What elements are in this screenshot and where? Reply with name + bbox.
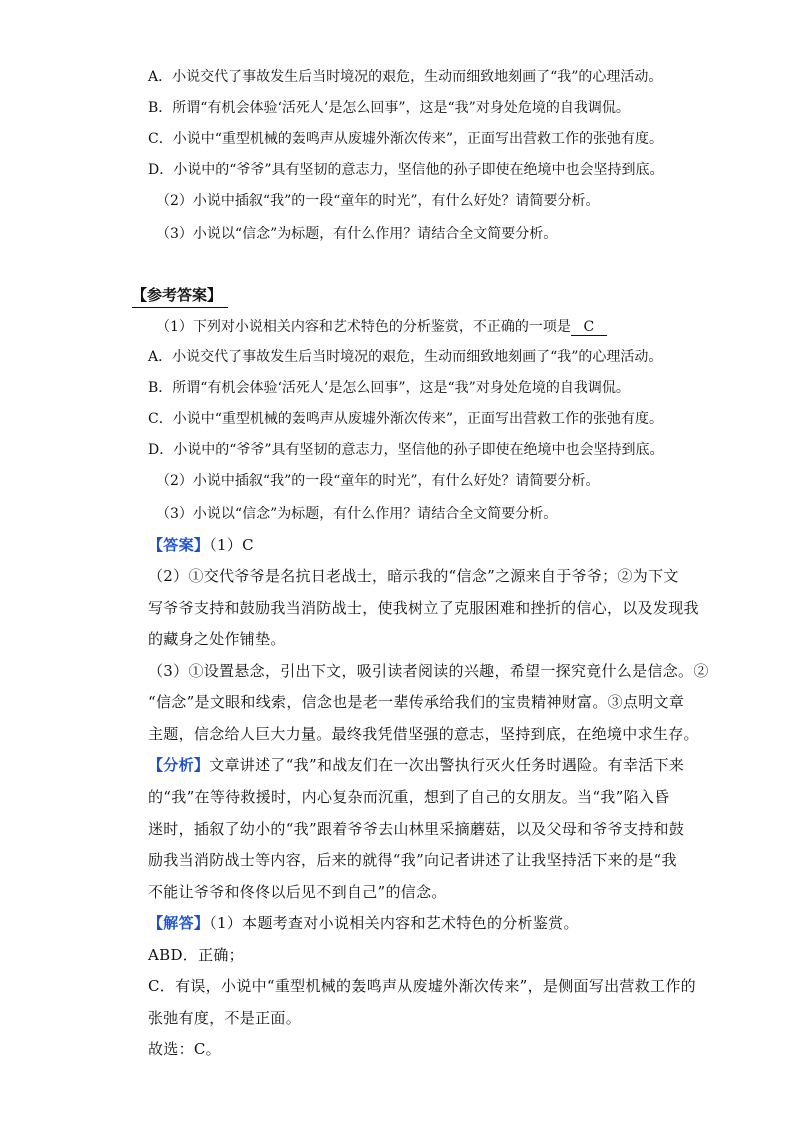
analysis-line-1	[148, 756, 684, 774]
analysis-line-5: 不能让爷爷和佟佟以后见不到自己”的信念。	[148, 883, 447, 901]
reference-heading: 【参考答案】	[132, 284, 228, 308]
question-2: （2）小说中插叙“我”的一段“童年的时光”，有什么好处？请简要分析。	[156, 193, 600, 209]
solution-first-line: （1）本题考查对小说相关内容和艺术特色的分析鉴赏。	[209, 914, 579, 932]
question-option-b: B．所谓“有机会体验‘活死人’是怎么回事”，这是“我”对身处危境的自我调侃。	[148, 100, 630, 116]
solution-abd: ABD．正确；	[148, 946, 244, 964]
reference-q1-text: （1）下列对小说相关内容和艺术特色的分析鉴赏，不正确的一项是	[156, 319, 571, 335]
analysis-line-2: 的“我”在等待救援时，内心复杂而沉重，想到了自己的女朋友。当“我”陷入昏	[148, 788, 670, 806]
solution-c-line-2: 张弛有度，不是正面。	[148, 1009, 302, 1027]
analysis-line-4: 励我当消防战士等内容，后来的就得“我”向记者讲述了让我坚持活下来的是“我	[148, 851, 677, 869]
solution-line-1	[148, 914, 579, 932]
analysis-label: 【分析】	[148, 756, 210, 774]
answer-3-line-3: 主题，信念给人巨大力量。最终我凭借坚强的意志，坚持到底，在绝境中求生存。	[148, 725, 699, 743]
reference-q1	[156, 318, 607, 336]
answer-3-line-2: “信念”是文眼和线索，信念也是老一辈传承给我们的宝贵精神财富。③点明文章	[148, 693, 685, 711]
solution-c-line-1: C．有误，小说中“重型机械的轰鸣声从废墟外渐次传来”，是侧面写出营救工作的	[148, 977, 696, 995]
answer-2-line-1: （2）①交代爷爷是名抗日老战士，暗示我的“信念”之源来自于爷爷；②为下文	[148, 567, 679, 585]
answer-1-text: （1）C	[209, 536, 254, 554]
solution-conclusion: 故选：C。	[148, 1040, 221, 1058]
answer-1	[148, 536, 254, 554]
reference-option-a: A．小说交代了事故发生后当时境况的艰危，生动而细致地刻画了“我”的心理活动。	[148, 349, 663, 365]
solution-label: 【解答】	[148, 914, 210, 932]
reference-option-c: C．小说中“重型机械的轰鸣声从废墟外渐次传来”，正面写出营救工作的张弛有度。	[148, 411, 664, 427]
question-3: （3）小说以“信念”为标题，有什么作用？请结合全文简要分析。	[156, 226, 558, 242]
analysis-line-3: 迷时，插叙了幼小的“我”跟着爷爷去山林里采摘蘑菇，以及父母和爷爷支持和鼓	[148, 820, 685, 838]
question-option-c: C．小说中“重型机械的轰鸣声从废墟外渐次传来”，正面写出营救工作的张弛有度。	[148, 131, 664, 147]
reference-q2: （2）小说中插叙“我”的一段“童年的时光”，有什么好处？请简要分析。	[156, 473, 600, 489]
analysis-first-line: 文章讲述了“我”和战友们在一次出警执行灭火任务时遇险。有幸活下来	[209, 756, 685, 774]
reference-option-b: B．所谓“有机会体验‘活死人’是怎么回事”，这是“我”对身处危境的自我调侃。	[148, 380, 630, 396]
reference-option-d: D．小说中的“爷爷”具有坚韧的意志力，坚信他的孙子即使在绝境中也会坚持到底。	[148, 442, 664, 458]
reference-q3: （3）小说以“信念”为标题，有什么作用？请结合全文简要分析。	[156, 506, 558, 522]
answer-2-line-2: 写爷爷支持和鼓励我当消防战士，使我树立了克服困难和挫折的信心，以及发现我	[148, 599, 699, 617]
answer-3-line-1: （3）①设置悬念，引出下文，吸引读者阅读的兴趣，希望一探究竟什么是信念。②	[148, 662, 709, 680]
answer-label: 【答案】	[148, 536, 210, 554]
reference-q1-answer: C	[571, 319, 607, 336]
question-option-a: A．小说交代了事故发生后当时境况的艰危，生动而细致地刻画了“我”的心理活动。	[148, 69, 663, 85]
question-option-d: D．小说中的“爷爷”具有坚韧的意志力，坚信他的孙子即使在绝境中也会坚持到底。	[148, 162, 664, 178]
answer-2-line-3: 的藏身之处作铺垫。	[148, 630, 286, 648]
